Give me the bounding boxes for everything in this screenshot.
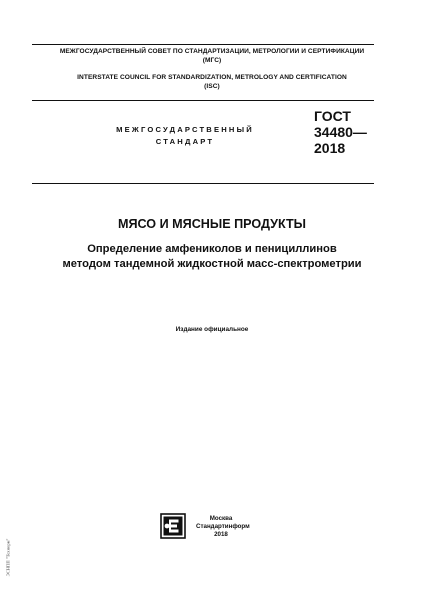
gost-year: 2018	[314, 140, 346, 156]
publisher-block	[196, 515, 250, 539]
council-name-en	[32, 73, 392, 91]
interstate-standard-label-line2: СТАНДАРТ	[155, 137, 215, 146]
publisher-year: 2018	[214, 531, 228, 538]
council-name-en-line1: INTERSTATE COUNCIL FOR STANDARDIZATION, METROLOGY AND CERTIFICATION	[77, 74, 347, 81]
gost-prefix: ГОСТ	[314, 108, 351, 124]
standards-mark-icon	[160, 513, 186, 539]
council-name-ru-line1: МЕЖГОСУДАРСТВЕННЫЙ СОВЕТ ПО СТАНДАРТИЗАЦИИ, МЕТРОЛОГИИ И СЕРТИФИКАЦИИ	[59, 48, 365, 55]
edition-note: Издание официальное	[175, 326, 249, 333]
middle-rule	[32, 100, 374, 101]
interstate-standard-label	[100, 124, 270, 148]
document-subtitle-line1: Определение амфениколов и пенициллинов	[87, 243, 337, 255]
publisher-name: Стандартинформ	[196, 523, 250, 530]
interstate-standard-label-line1: МЕЖГОСУДАРСТВЕННЫЙ	[116, 125, 254, 134]
top-rule	[32, 44, 374, 45]
document-title: МЯСО И МЯСНЫЕ ПРОДУКТЫ	[117, 217, 307, 231]
bottom-rule	[32, 183, 374, 184]
document-subtitle	[32, 242, 392, 272]
gost-designation	[314, 108, 367, 156]
document-subtitle-line2: методом тандемной жидкостной масс-спектрометрии	[62, 258, 362, 270]
council-name-en-abbrev: (ISC)	[204, 83, 220, 90]
publisher-city: Москва	[209, 515, 233, 522]
side-caption: ЭСНПП "Технорм"	[5, 538, 11, 577]
council-name-ru-abbrev: (МГС)	[202, 57, 222, 64]
council-name-ru	[32, 47, 392, 65]
gost-number: 34480—	[314, 124, 367, 140]
